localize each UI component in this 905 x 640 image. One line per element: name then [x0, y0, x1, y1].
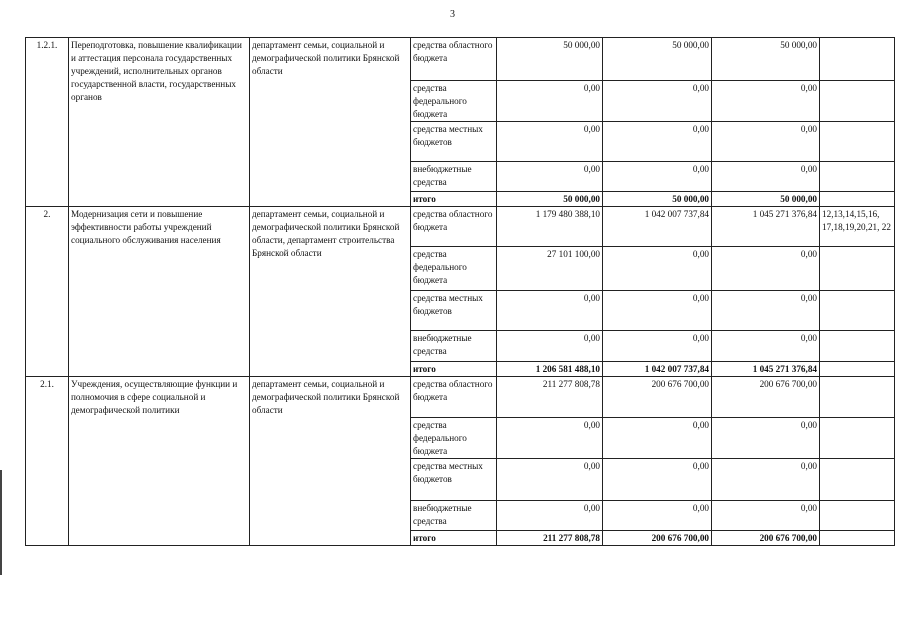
amount-year-2: 0,00 [603, 162, 712, 192]
indicator-refs [820, 38, 895, 81]
funding-source: средства федерального бюджета [411, 418, 497, 459]
amount-year-1: 0,00 [497, 418, 603, 459]
table-row [26, 377, 895, 418]
item-name: Переподготовка, повышение квалификации и аттестация персонала государственных учреждений, исполнительных органов государственной власти, государственных органов [69, 38, 250, 207]
indicator-refs [820, 122, 895, 162]
funding-source-total: итого [411, 531, 497, 546]
total-year-3: 200 676 700,00 [712, 531, 820, 546]
amount-year-1: 0,00 [497, 331, 603, 362]
amount-year-3: 50 000,00 [712, 38, 820, 81]
funding-source-total: итого [411, 192, 497, 207]
indicator-refs [820, 362, 895, 377]
amount-year-1: 27 101 100,00 [497, 247, 603, 291]
indicator-refs [820, 418, 895, 459]
item-number: 2.1. [26, 377, 69, 546]
amount-year-2: 50 000,00 [603, 38, 712, 81]
amount-year-2: 0,00 [603, 501, 712, 531]
amount-year-1: 1 179 480 388,10 [497, 207, 603, 247]
indicator-refs [820, 247, 895, 291]
amount-year-3: 0,00 [712, 247, 820, 291]
total-year-1: 1 206 581 488,10 [497, 362, 603, 377]
amount-year-2: 0,00 [603, 122, 712, 162]
amount-year-3: 0,00 [712, 418, 820, 459]
funding-source: средства областного бюджета [411, 38, 497, 81]
table-row [26, 207, 895, 247]
total-year-1: 50 000,00 [497, 192, 603, 207]
table-row [26, 38, 895, 81]
amount-year-2: 0,00 [603, 81, 712, 122]
item-number: 1.2.1. [26, 38, 69, 207]
funding-source: средства местных бюджетов [411, 122, 497, 162]
item-name: Модернизация сети и повышение эффективности работы учреждений социального обслуживания населения [69, 207, 250, 377]
indicator-refs: 12,13,14,15,16, 17,18,19,20,21, 22 [820, 207, 895, 247]
amount-year-3: 200 676 700,00 [712, 377, 820, 418]
funding-source: средства местных бюджетов [411, 291, 497, 331]
amount-year-3: 0,00 [712, 122, 820, 162]
indicator-refs [820, 81, 895, 122]
item-executor: департамент семьи, социальной и демографической политики Брянской области [250, 38, 411, 207]
amount-year-1: 0,00 [497, 162, 603, 192]
amount-year-3: 0,00 [712, 81, 820, 122]
amount-year-2: 200 676 700,00 [603, 377, 712, 418]
indicator-refs [820, 192, 895, 207]
funding-source: средства федерального бюджета [411, 247, 497, 291]
budget-table [25, 37, 895, 546]
indicator-refs [820, 531, 895, 546]
amount-year-1: 0,00 [497, 122, 603, 162]
funding-source: средства федерального бюджета [411, 81, 497, 122]
total-year-3: 1 045 271 376,84 [712, 362, 820, 377]
amount-year-2: 0,00 [603, 331, 712, 362]
amount-year-1: 0,00 [497, 81, 603, 122]
amount-year-2: 0,00 [603, 459, 712, 501]
item-executor: департамент семьи, социальной и демографической политики Брянской области [250, 377, 411, 546]
amount-year-3: 0,00 [712, 331, 820, 362]
funding-source: средства местных бюджетов [411, 459, 497, 501]
total-year-2: 1 042 007 737,84 [603, 362, 712, 377]
item-executor: департамент семьи, социальной и демографической политики Брянской области, департамент строительства Брянской области [250, 207, 411, 377]
indicator-refs [820, 162, 895, 192]
funding-source: средства областного бюджета [411, 207, 497, 247]
funding-source-total: итого [411, 362, 497, 377]
amount-year-3: 0,00 [712, 501, 820, 531]
amount-year-3: 0,00 [712, 459, 820, 501]
indicator-refs [820, 291, 895, 331]
funding-source: средства областного бюджета [411, 377, 497, 418]
amount-year-1: 0,00 [497, 501, 603, 531]
total-year-2: 200 676 700,00 [603, 531, 712, 546]
scan-edge-mark [0, 470, 2, 575]
indicator-refs [820, 501, 895, 531]
total-year-3: 50 000,00 [712, 192, 820, 207]
amount-year-2: 0,00 [603, 418, 712, 459]
indicator-refs [820, 377, 895, 418]
item-name: Учреждения, осуществляющие функции и полномочия в сфере социальной и демографической политики [69, 377, 250, 546]
funding-source: внебюджетные средства [411, 331, 497, 362]
amount-year-1: 0,00 [497, 291, 603, 331]
funding-source: внебюджетные средства [411, 162, 497, 192]
amount-year-2: 0,00 [603, 291, 712, 331]
total-year-2: 50 000,00 [603, 192, 712, 207]
amount-year-1: 0,00 [497, 459, 603, 501]
indicator-refs [820, 459, 895, 501]
amount-year-3: 1 045 271 376,84 [712, 207, 820, 247]
amount-year-3: 0,00 [712, 291, 820, 331]
funding-source: внебюджетные средства [411, 501, 497, 531]
total-year-1: 211 277 808,78 [497, 531, 603, 546]
amount-year-1: 50 000,00 [497, 38, 603, 81]
page-number: 3 [450, 9, 455, 20]
indicator-refs [820, 331, 895, 362]
item-number: 2. [26, 207, 69, 377]
amount-year-1: 211 277 808,78 [497, 377, 603, 418]
amount-year-2: 1 042 007 737,84 [603, 207, 712, 247]
amount-year-3: 0,00 [712, 162, 820, 192]
amount-year-2: 0,00 [603, 247, 712, 291]
